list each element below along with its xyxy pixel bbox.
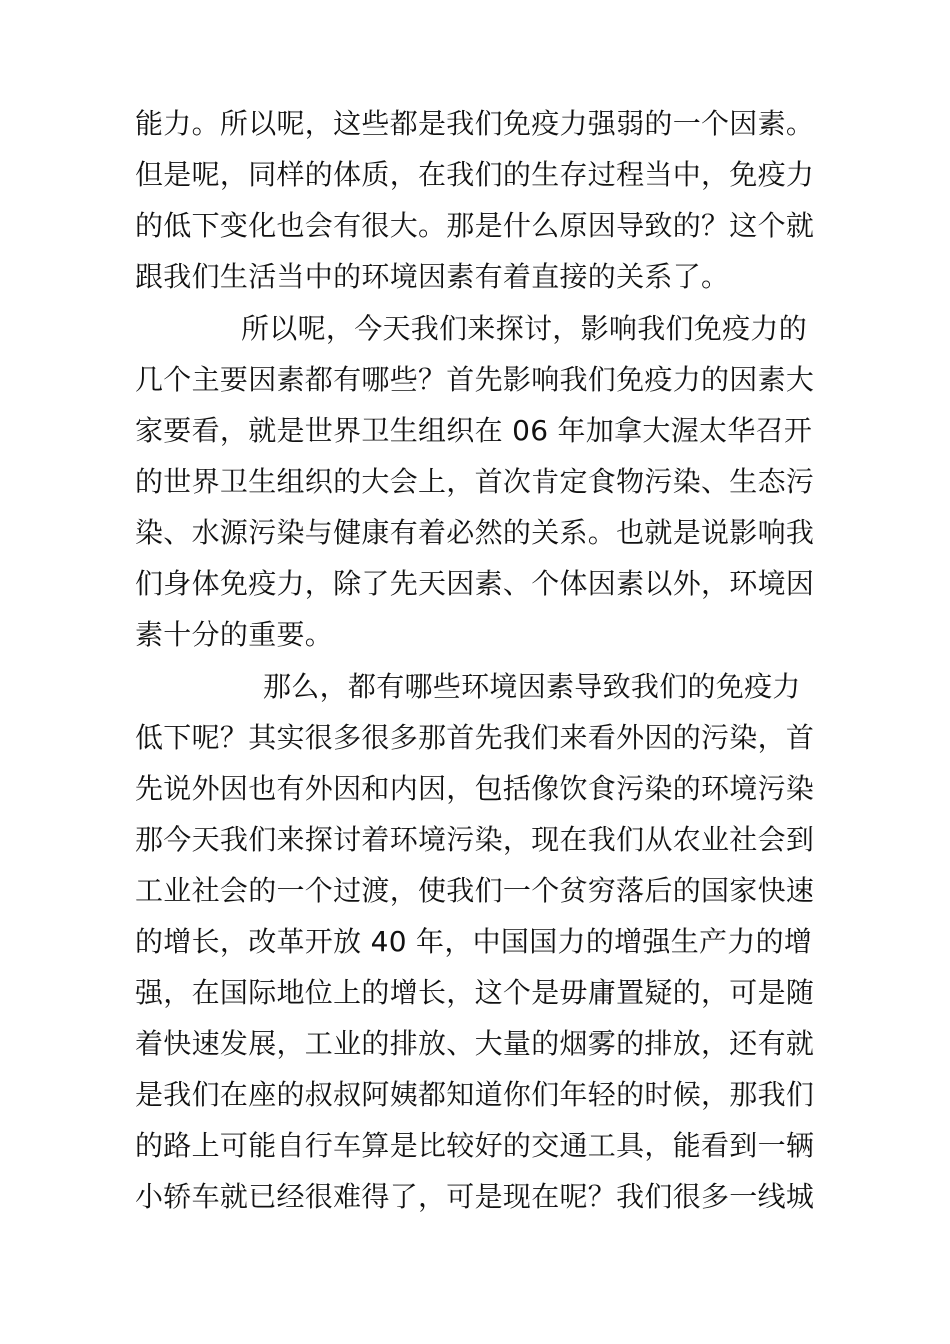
paragraph-line: 的增长，改革开放 40 年，中国国力的增强生产力的增 xyxy=(135,925,813,958)
paragraph-line: 那今天我们来探讨着环境污染，现在我们从农业社会到 xyxy=(135,823,815,856)
paragraph-line: 是我们在座的叔叔阿姨都知道你们年轻的时候，那我们 xyxy=(135,1078,815,1111)
paragraph-line: 几个主要因素都有哪些？首先影响我们免疫力的因素大 xyxy=(135,363,815,396)
paragraph-1 xyxy=(135,98,835,302)
paragraph-line: 但是呢，同样的体质，在我们的生存过程当中，免疫力 xyxy=(135,158,815,191)
paragraph-3 xyxy=(135,661,835,1222)
paragraph-line: 们身体免疫力，除了先天因素、个体因素以外，环境因 xyxy=(135,567,815,600)
paragraph-line: 能力。所以呢，这些都是我们免疫力强弱的一个因素。 xyxy=(135,107,815,140)
paragraph-line: 所以呢，今天我们来探讨，影响我们免疫力的 xyxy=(241,312,808,345)
paragraph-line: 跟我们生活当中的环境因素有着直接的关系了。 xyxy=(135,260,730,293)
paragraph-line: 小轿车就已经很难得了，可是现在呢？我们很多一线城 xyxy=(135,1180,815,1213)
paragraph-line: 先说外因也有外因和内因，包括像饮食污染的环境污染 xyxy=(135,772,815,805)
paragraph-line: 素十分的重要。 xyxy=(135,618,334,651)
document-body xyxy=(135,98,835,1222)
paragraph-line: 工业社会的一个过渡，使我们一个贫穷落后的国家快速 xyxy=(135,874,815,907)
paragraph-line: 着快速发展，工业的排放、大量的烟雾的排放，还有就 xyxy=(135,1027,815,1060)
paragraph-2 xyxy=(135,303,835,660)
paragraph-line: 的路上可能自行车算是比较好的交通工具，能看到一辆 xyxy=(135,1129,815,1162)
paragraph-line: 的世界卫生组织的大会上，首次肯定食物污染、生态污 xyxy=(135,465,815,498)
paragraph-line: 低下呢？其实很多很多那首先我们来看外因的污染，首 xyxy=(135,721,815,754)
paragraph-line: 家要看，就是世界卫生组织在 06 年加拿大渥太华召开 xyxy=(135,414,813,447)
paragraph-line: 那么，都有哪些环境因素导致我们的免疫力 xyxy=(263,670,801,703)
paragraph-line: 的低下变化也会有很大。那是什么原因导致的？这个就 xyxy=(135,209,815,242)
paragraph-line: 强，在国际地位上的增长，这个是毋庸置疑的，可是随 xyxy=(135,976,815,1009)
paragraph-line: 染、水源污染与健康有着必然的关系。也就是说影响我 xyxy=(135,516,815,549)
